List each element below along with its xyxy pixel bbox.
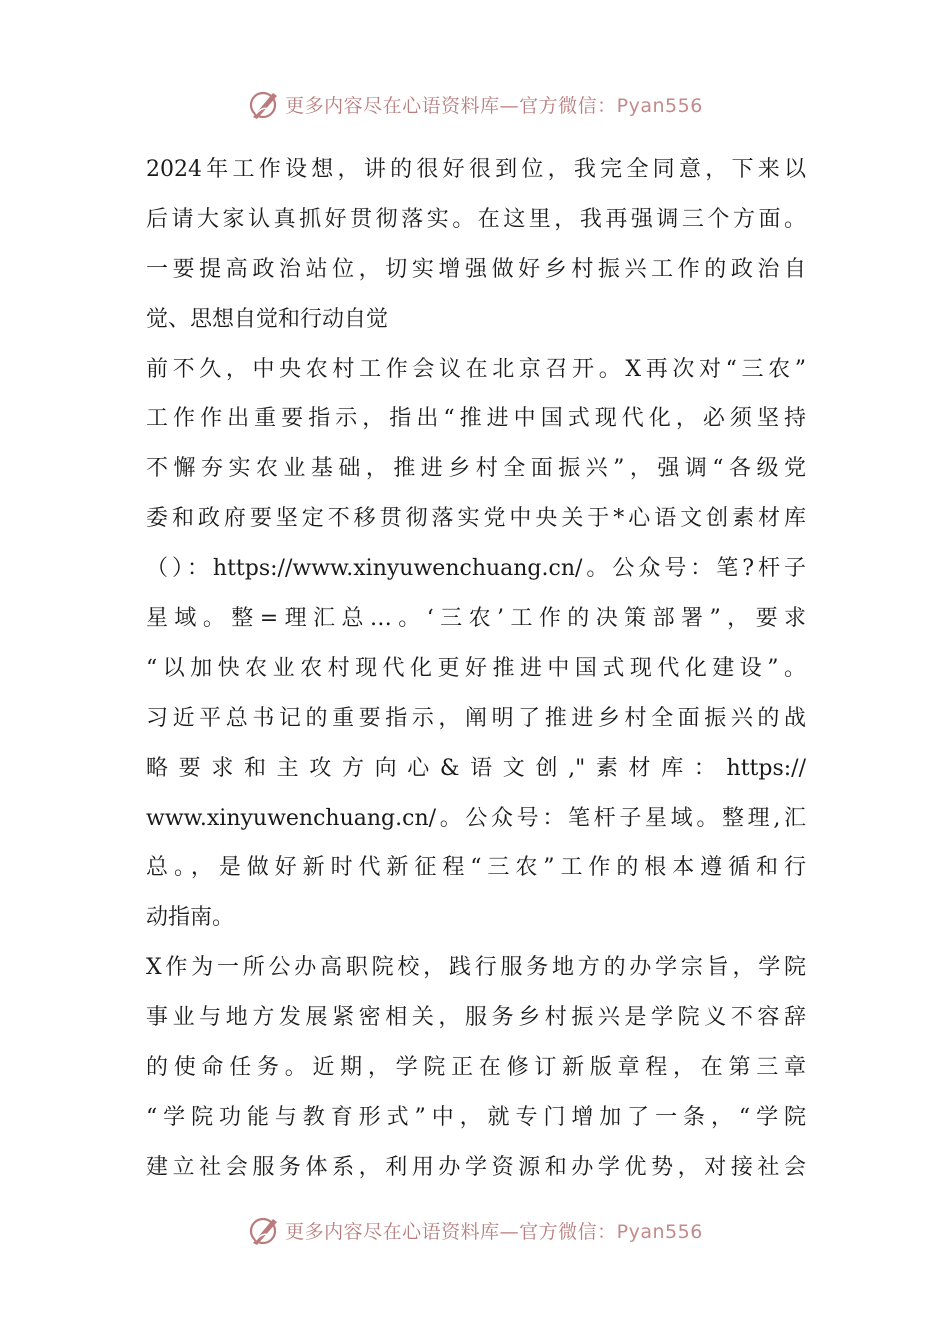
body-text-line: 不懈夯实农业基础，推进乡村全面振兴”，强调“各级党: [146, 456, 806, 482]
footer-banner-label: 更多内容尽在心语资料库—官方微信：Pyan556: [285, 1220, 703, 1243]
body-text-line: 前不久，中央农村工作会议在北京召开。X再次对“三农”: [146, 356, 806, 382]
body-text-line: 委和政府要坚定不移贯彻落实党中央关于*心语文创素材库: [146, 506, 806, 532]
body-text-line: 星域。整=理汇总…。‘三农’工作的决策部署”，要求: [146, 606, 806, 632]
body-text-line: “以加快农业农村现代化更好推进中国式现代化建设”。: [146, 655, 806, 681]
pen-logo-icon: [247, 87, 281, 121]
body-text-line: 总。，是做好新时代新征程“三农”工作的根本遵循和行: [146, 855, 806, 881]
body-text-line: 建立社会服务体系，利用办学资源和办学优势，对接社会: [146, 1154, 806, 1180]
header-banner-label: 更多内容尽在心语资料库—官方微信：Pyan556: [285, 94, 703, 117]
document-body: [146, 145, 806, 1193]
body-text-line: www.xinyuwenchuang.cn/。公众号：笔杆子星域。整理,汇: [146, 805, 806, 831]
body-text-line: 动指南。: [146, 905, 235, 931]
body-text-line: 后请大家认真抓好贯彻落实。在这里，我再强调三个方面。: [146, 206, 806, 232]
body-text-line: （）：https://www.xinyuwenchuang.cn/。公众号：笔?杆子: [146, 556, 806, 582]
body-text-line: 习近平总书记的重要指示，阐明了推进乡村全面振兴的战: [146, 705, 806, 731]
pen-logo-icon: [247, 1213, 281, 1247]
body-text-line: 事业与地方发展紧密相关，服务乡村振兴是学院义不容辞: [146, 1005, 806, 1031]
body-text-line: 一要提高政治站位，切实增强做好乡村振兴工作的政治自: [146, 256, 806, 282]
footer-wechat-handle: Pyan556: [616, 1220, 703, 1243]
header-watermark-banner: [0, 84, 950, 124]
footer-watermark-banner: [0, 1210, 950, 1250]
body-text-line: 工作作出重要指示，指出“推进中国式现代化，必须坚持: [146, 406, 806, 432]
body-text-line: X作为一所公办高职院校，践行服务地方的办学宗旨，学院: [146, 955, 806, 981]
body-text-line: 2024年工作设想，讲的很好很到位，我完全同意，下来以: [146, 157, 806, 182]
body-text-line: 的使命任务。近期，学院正在修订新版章程，在第三章: [146, 1055, 806, 1081]
body-text-line: 觉、思想自觉和行动自觉: [146, 306, 389, 332]
body-text-line: “学院功能与教育形式”中，就专门增加了一条，“学院: [146, 1104, 806, 1130]
header-wechat-handle: Pyan556: [616, 94, 703, 117]
body-text-line: 略要求和主攻方向心&语文创,"素材库：https://: [146, 755, 806, 781]
